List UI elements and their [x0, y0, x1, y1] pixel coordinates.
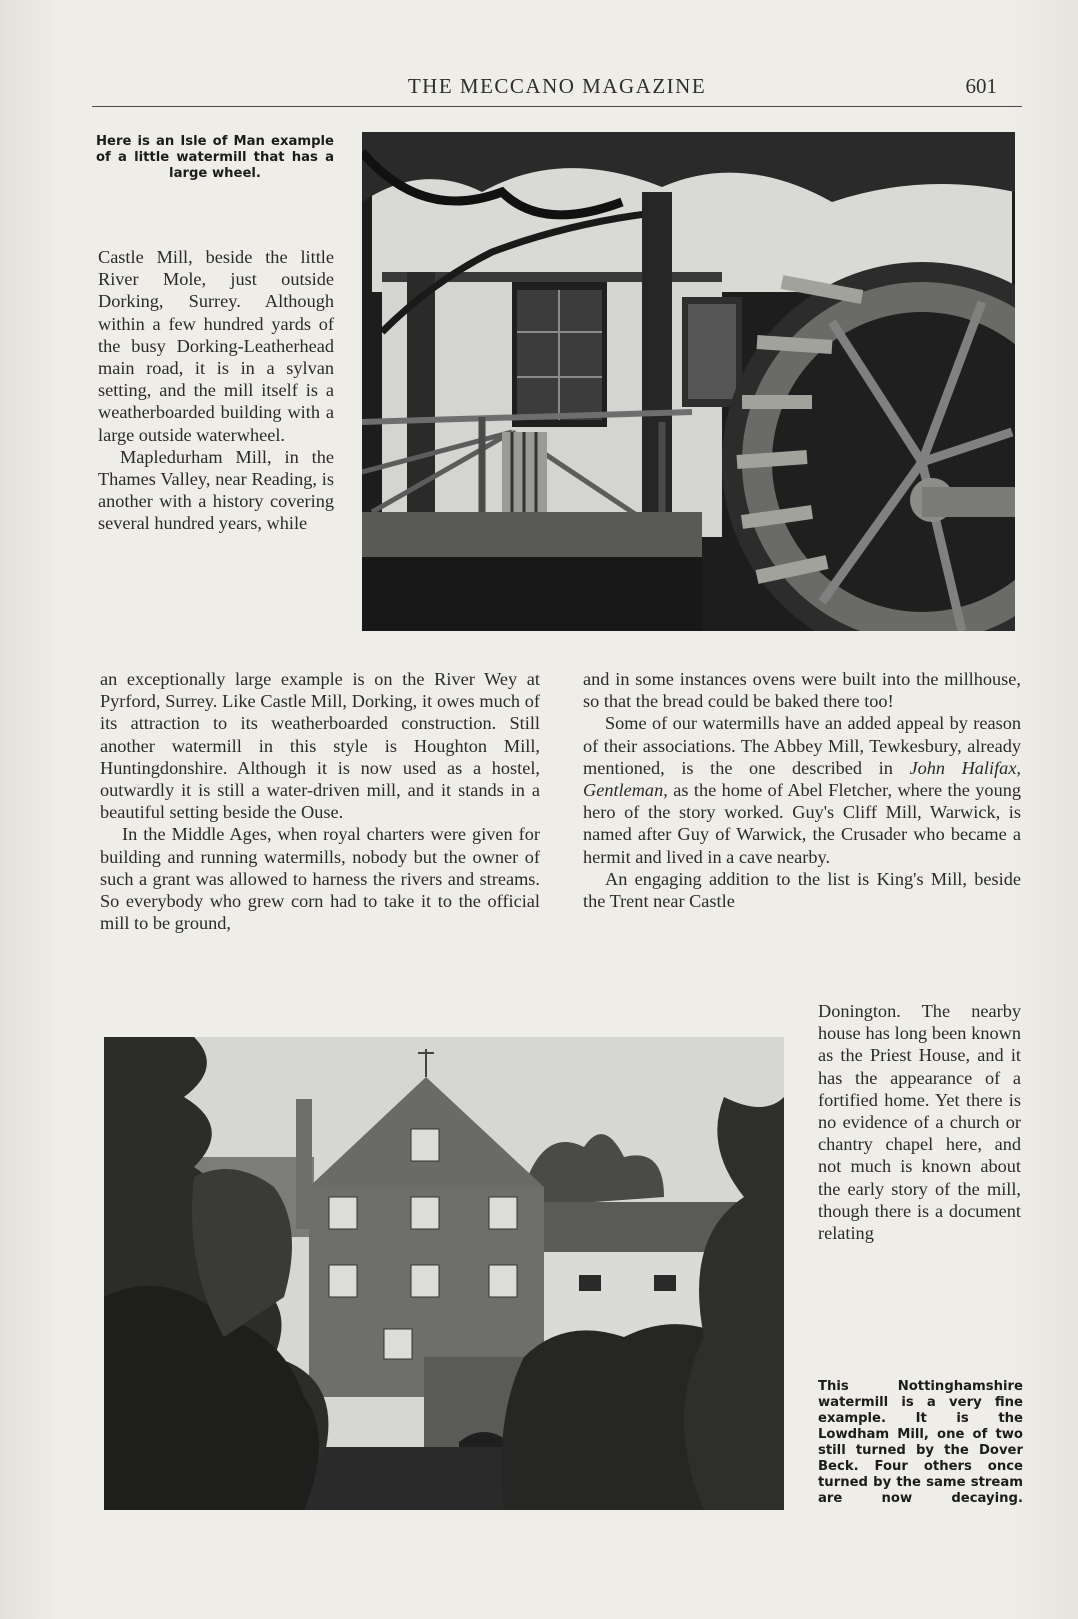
paragraph-ovens: and in some instances ovens were built into the millhouse, so that the bread could be baked there too! — [583, 669, 1021, 712]
magazine-title: THE MECCANO MAGAZINE — [407, 74, 707, 98]
photo-lowdham-mill — [104, 1037, 784, 1510]
page-number: 601 — [965, 74, 997, 98]
article-narrow-column — [98, 246, 334, 535]
article-left-column — [100, 668, 540, 934]
text-run: as the home of Abel Fletcher, where the young hero of the story worked. Guy's Cliff Mill, Warwick, is named after Guy of Warwick, the Crusader who became a hermit and lived in a cave nearby. — [583, 780, 1021, 867]
article-narrow-right-column — [818, 1000, 1021, 1244]
paragraph-pyrford: an exceptionally large example is on the River Wey at Pyrford, Surrey. Like Castle Mill, Dorking, it owes much of its attraction to its weatherboarded construction. Still another watermill in this style is Houghton Mill, Huntingdonshire. Although it is now used as a hostel, outwardly it is still a water-driven mill, and it stands in a beautiful setting beside the Ouse. — [100, 669, 540, 823]
caption-top: Here is an Isle of Man example of a little watermill that has a large wheel. — [96, 134, 334, 181]
book-title: John Halifax, Gentleman, — [583, 757, 1021, 801]
running-header — [92, 70, 1022, 107]
caption-bottom: This Nottinghamshire watermill is a very fine example. It is the Lowdham Mill, one of two still turned by the Dover Beck. Four others once turned by the same stream are now decaying. — [818, 1379, 1023, 1506]
paragraph-middle-ages: In the Middle Ages, when royal charters were given for building and running watermills, nobody but the owner of such a grant was allowed to harness the rivers and streams. So everybody who grew corn had to take it to the official mill to be ground, — [100, 824, 540, 934]
paragraph-priest-house: Donington. The nearby house has long been known as the Priest House, and it has the appearance of a fortified home. Yet there is no evidence of a church or chantry chapel here, and not much is known about the early story of the mill, though there is a document relating — [818, 1001, 1021, 1244]
photo-isle-of-man-watermill — [362, 132, 1015, 631]
text-run: Some of our watermills have an added appeal by reason of their associations. The Abbey Mill, Tewkesbury, already mentioned, is the one described in — [583, 713, 1021, 778]
paragraph-castle-mill: Castle Mill, beside the little River Mole, just outside Dorking, Surrey. Although within a few hundred yards of the busy Dorking-Leatherhead main road, it is in a sylvan setting, and the mill itself is a weatherboarded building with a large outside waterwheel. — [98, 247, 334, 445]
article-right-column — [583, 668, 1021, 912]
paragraph-mapledurham: Mapledurham Mill, in the Thames Valley, near Reading, is another with a history covering several hundred years, while — [98, 446, 334, 534]
paragraph-kings-mill: An engaging addition to the list is King's Mill, beside the Trent near Castle — [583, 868, 1021, 912]
paragraph-associations — [583, 712, 1021, 867]
